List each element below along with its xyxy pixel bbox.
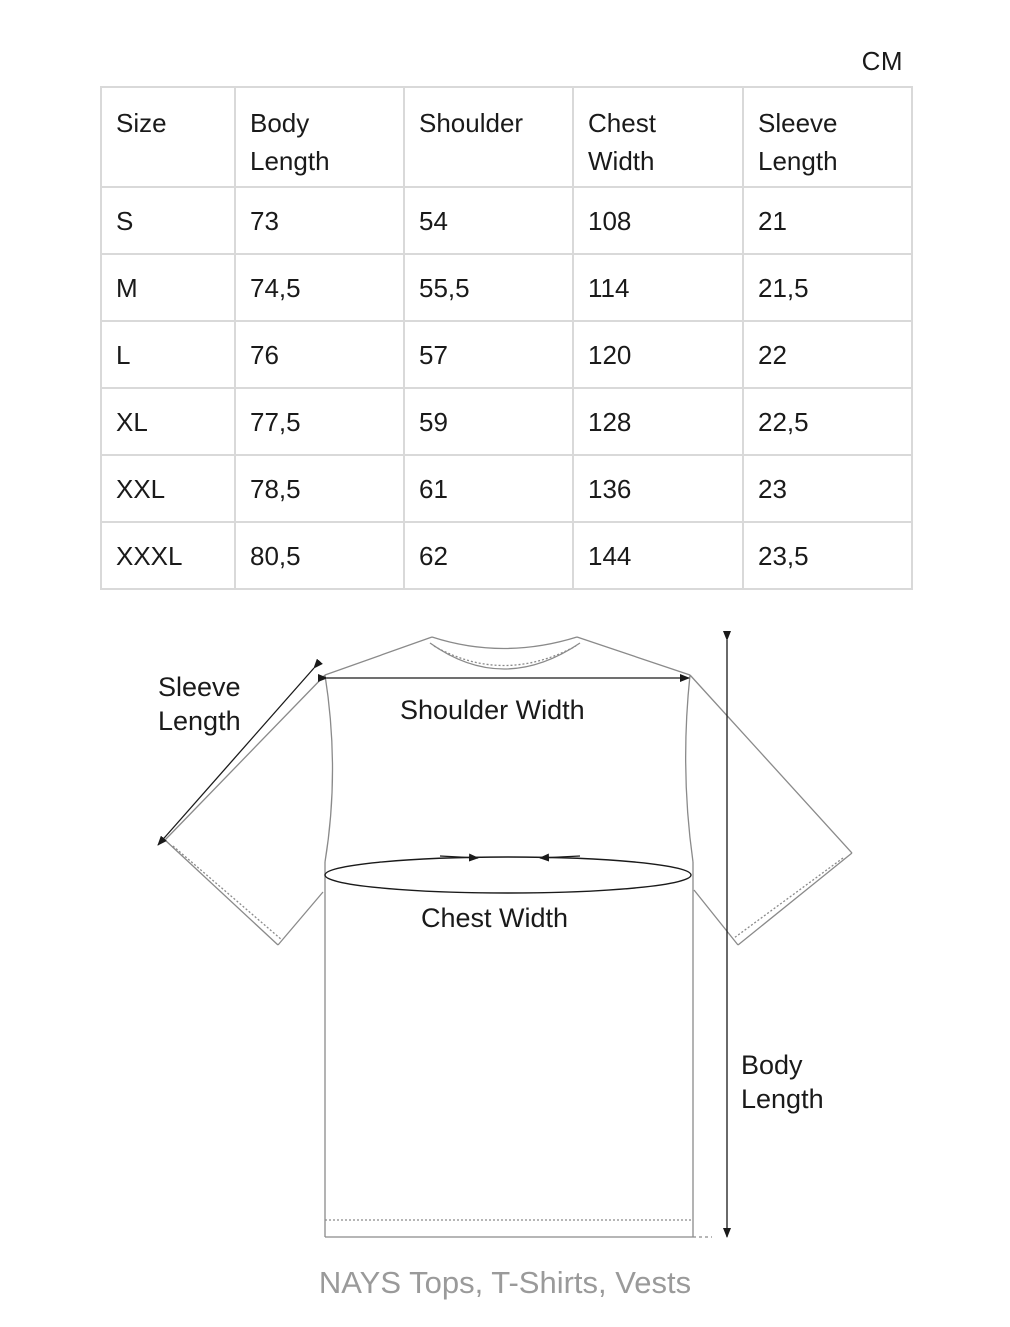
product-caption: NAYS Tops, T-Shirts, Vests (318, 1265, 692, 1300)
cell-size: XXL (101, 455, 235, 522)
table-row (101, 522, 912, 589)
cell-body-length: 73 (235, 187, 404, 254)
body-length-label: Body Length (741, 1050, 824, 1114)
table-header-row (101, 87, 912, 187)
cell-sleeve-length: 23,5 (743, 522, 912, 589)
cell-chest-width: 114 (573, 254, 743, 321)
cell-size: S (101, 187, 235, 254)
size-chart-table (100, 86, 913, 590)
cell-sleeve-length: 23 (743, 455, 912, 522)
header-sleeve-length: Sleeve Length (743, 87, 912, 187)
cell-chest-width: 120 (573, 321, 743, 388)
table-row (101, 254, 912, 321)
cell-body-length: 78,5 (235, 455, 404, 522)
sleeve-length-label: Sleeve Length (158, 672, 241, 736)
shoulder-width-label: Shoulder Width (400, 695, 585, 725)
cell-shoulder: 61 (404, 455, 573, 522)
table-row (101, 388, 912, 455)
cell-body-length: 76 (235, 321, 404, 388)
cell-chest-width: 108 (573, 187, 743, 254)
cell-body-length: 77,5 (235, 388, 404, 455)
cell-sleeve-length: 21 (743, 187, 912, 254)
tshirt-measurement-diagram (0, 600, 1010, 1300)
table-row (101, 321, 912, 388)
cell-chest-width: 128 (573, 388, 743, 455)
table-row (101, 187, 912, 254)
cell-shoulder: 57 (404, 321, 573, 388)
cell-chest-width: 136 (573, 455, 743, 522)
cell-body-length: 80,5 (235, 522, 404, 589)
cell-shoulder: 59 (404, 388, 573, 455)
header-size: Size (101, 87, 235, 187)
cell-size: XXXL (101, 522, 235, 589)
cell-shoulder: 54 (404, 187, 573, 254)
cell-sleeve-length: 22,5 (743, 388, 912, 455)
chest-width-label: Chest Width (421, 903, 569, 933)
header-shoulder: Shoulder (404, 87, 573, 187)
cell-chest-width: 144 (573, 522, 743, 589)
cell-size: XL (101, 388, 235, 455)
cell-sleeve-length: 22 (743, 321, 912, 388)
table-row (101, 455, 912, 522)
cell-size: L (101, 321, 235, 388)
unit-label: CM (861, 46, 903, 76)
cell-sleeve-length: 21,5 (743, 254, 912, 321)
cell-body-length: 74,5 (235, 254, 404, 321)
cell-shoulder: 55,5 (404, 254, 573, 321)
header-chest-width: Chest Width (573, 87, 743, 187)
cell-shoulder: 62 (404, 522, 573, 589)
cell-size: M (101, 254, 235, 321)
header-body-length: Body Length (235, 87, 404, 187)
